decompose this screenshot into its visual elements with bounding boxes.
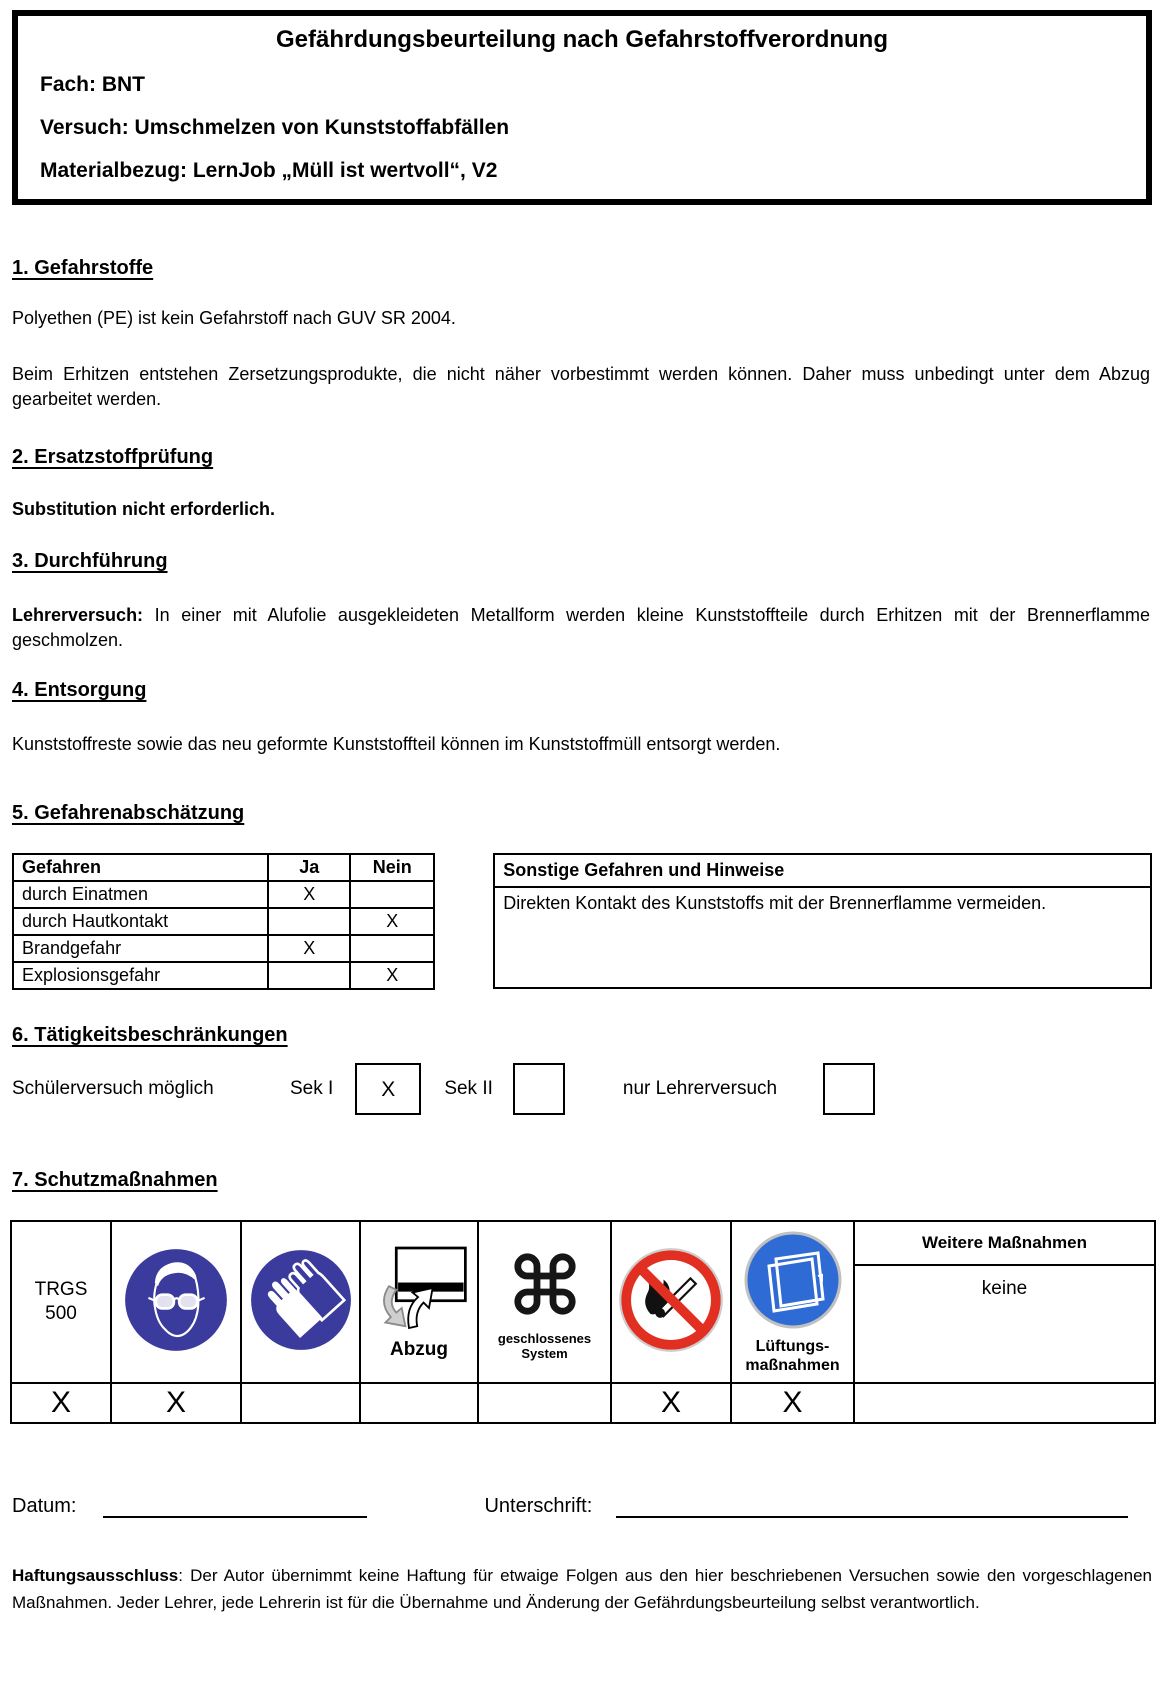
datum-label: Datum: xyxy=(12,1495,77,1517)
unterschrift-input-line[interactable] xyxy=(616,1490,1128,1518)
paragraph-gefahrstoffe-1: Polyethen (PE) ist kein Gefahrstoff nach GUV SR 2004. xyxy=(12,308,456,328)
section-heading-gefahrstoffe: 1. Gefahrstoffe xyxy=(12,257,154,279)
weitere-massnahmen-title: Weitere Maßnahmen xyxy=(855,1222,1154,1266)
sek1-checkbox[interactable]: X xyxy=(355,1063,421,1115)
hazard-col-ja: Ja xyxy=(268,854,350,881)
lehrerversuch-text: In einer mit Alufolie ausgekleideten Metallform werden kleine Kunststoffteile durch Erhitzen mit der Brennerflamme geschmolzen. xyxy=(12,605,1150,650)
signature-row xyxy=(12,1488,1162,1518)
other-hazards-text: Direkten Kontakt des Kunststoffs mit der Brennerflamme vermeiden. xyxy=(503,893,1047,913)
closed-system-label-line1: geschlossenes xyxy=(497,1330,592,1346)
section-heading-ersatzstoffpruefung: 2. Ersatzstoffprüfung xyxy=(12,446,214,468)
other-hazards-title: Sonstige Gefahren und Hinweise xyxy=(495,855,1150,888)
no-open-flame-icon xyxy=(617,1246,725,1354)
weitere-massnahmen-cell xyxy=(854,1221,1155,1383)
field-fach: Fach: BNT xyxy=(40,73,145,96)
page-title: Gefährdungsbeurteilung nach Gefahrstoffverordnung xyxy=(275,26,889,53)
section-heading-gefahrenabschaetzung: 5. Gefahrenabschätzung xyxy=(12,802,245,824)
check-cell-ja[interactable] xyxy=(268,908,350,935)
closed-system-icon xyxy=(505,1244,585,1324)
hazard-label: durch Hautkontakt xyxy=(13,908,268,935)
paragraph-substitution: Substitution nicht erforderlich. xyxy=(12,499,276,519)
lehrerversuch-only-label: nur Lehrerversuch xyxy=(622,1078,778,1099)
fume-hood-label: Abzug xyxy=(389,1338,449,1360)
header-box xyxy=(12,10,1152,205)
section-heading-durchfuehrung: 3. Durchführung xyxy=(12,550,168,572)
check-cell-ja[interactable] xyxy=(268,962,350,989)
hazard-table-header-row xyxy=(13,854,434,881)
paragraph-entsorgung: Kunststoffreste sowie das neu geformte Kunststoffteil können im Kunststoffmüll entsorgt werden. xyxy=(12,734,781,754)
weitere-massnahmen-value: keine xyxy=(981,1278,1028,1299)
gloves-cell xyxy=(241,1221,360,1383)
check-cell[interactable]: X xyxy=(11,1383,111,1423)
safety-goggles-icon xyxy=(123,1247,229,1353)
ventilation-cell xyxy=(731,1221,854,1383)
check-cell-ja[interactable]: X xyxy=(268,881,350,908)
hazard-col-gefahren: Gefahren xyxy=(13,854,268,881)
ventilation-label-line2: maßnahmen xyxy=(745,1356,840,1374)
closed-system-label-line2: System xyxy=(521,1345,568,1361)
protection-table xyxy=(10,1220,1156,1424)
fume-hood-icon xyxy=(369,1244,469,1332)
section-heading-taetigkeitsbeschraenkungen: 6. Tätigkeitsbeschränkungen xyxy=(12,1024,288,1046)
lehrerversuch-checkbox[interactable] xyxy=(823,1063,875,1115)
disclaimer-lead: Haftungsausschluss xyxy=(12,1566,179,1585)
hazard-col-nein: Nein xyxy=(350,854,434,881)
check-cell[interactable] xyxy=(360,1383,478,1423)
closed-system-cell xyxy=(478,1221,611,1383)
table-row xyxy=(13,962,434,989)
section-heading-schutzmassnahmen: 7. Schutzmaßnahmen xyxy=(12,1169,218,1191)
check-cell[interactable]: X xyxy=(611,1383,731,1423)
section-heading-entsorgung: 4. Entsorgung xyxy=(12,679,147,701)
field-versuch: Versuch: Umschmelzen von Kunststoffabfällen xyxy=(40,116,510,139)
sek2-label: Sek II xyxy=(444,1078,493,1099)
check-cell-ja[interactable]: X xyxy=(268,935,350,962)
schuelerversuch-label: Schülerversuch möglich xyxy=(12,1078,214,1099)
check-cell[interactable] xyxy=(478,1383,611,1423)
check-cell-nein[interactable] xyxy=(350,935,434,962)
lehrerversuch-label: Lehrerversuch: xyxy=(12,605,144,625)
sek2-checkbox[interactable] xyxy=(513,1063,565,1115)
check-cell-nein[interactable] xyxy=(350,881,434,908)
table-row xyxy=(13,935,434,962)
disclaimer-paragraph xyxy=(12,1562,1152,1616)
protection-check-row xyxy=(11,1383,1155,1423)
ventilation-window-icon xyxy=(743,1230,843,1330)
protective-gloves-icon xyxy=(249,1248,353,1352)
check-cell[interactable] xyxy=(241,1383,360,1423)
goggles-cell xyxy=(111,1221,241,1383)
check-cell[interactable]: X xyxy=(731,1383,854,1423)
hazard-table xyxy=(12,853,435,990)
fume-hood-cell xyxy=(360,1221,478,1383)
check-cell[interactable] xyxy=(854,1383,1155,1423)
disclaimer-text: : Der Autor übernimmt keine Haftung für etwaige Folgen aus den hier beschriebenen Versuchen sowie den vorgeschlagenen Maßnahmen. Jeder Lehrer, jede Lehrerin ist für die Übernahme und Änderung der Gefährdungsbeurteilung selbst verantwortlich. xyxy=(12,1566,1152,1612)
trgs-500-cell xyxy=(11,1221,111,1383)
field-materialbezug: Materialbezug: LernJob „Müll ist wertvoll“, V2 xyxy=(40,159,498,182)
no-open-flame-cell xyxy=(611,1221,731,1383)
paragraph-gefahrstoffe-2: Beim Erhitzen entstehen Zersetzungsprodukte, die nicht näher vorbestimmt werden können. Daher muss unbedingt unter dem Abzug gearbeitet werden. xyxy=(12,364,1150,409)
datum-input-line[interactable] xyxy=(103,1490,367,1518)
ventilation-label-line1: Lüftungs- xyxy=(755,1337,830,1355)
restrictions-row xyxy=(12,1061,1162,1117)
table-row xyxy=(13,908,434,935)
trgs-line1: TRGS xyxy=(34,1279,88,1300)
pictogram-row xyxy=(11,1221,1155,1383)
check-cell-nein[interactable]: X xyxy=(350,908,434,935)
paragraph-durchfuehrung xyxy=(12,603,1150,653)
sek1-label: Sek I xyxy=(290,1078,334,1099)
hazard-label: durch Einatmen xyxy=(13,881,268,908)
table-row xyxy=(13,881,434,908)
hazard-assessment-row xyxy=(12,853,1152,990)
hazard-label: Brandgefahr xyxy=(13,935,268,962)
check-cell-nein[interactable]: X xyxy=(350,962,434,989)
hazard-label: Explosionsgefahr xyxy=(13,962,268,989)
other-hazards-box xyxy=(493,853,1152,989)
unterschrift-label: Unterschrift: xyxy=(484,1495,593,1517)
trgs-line2: 500 xyxy=(45,1303,77,1324)
check-cell[interactable]: X xyxy=(111,1383,241,1423)
